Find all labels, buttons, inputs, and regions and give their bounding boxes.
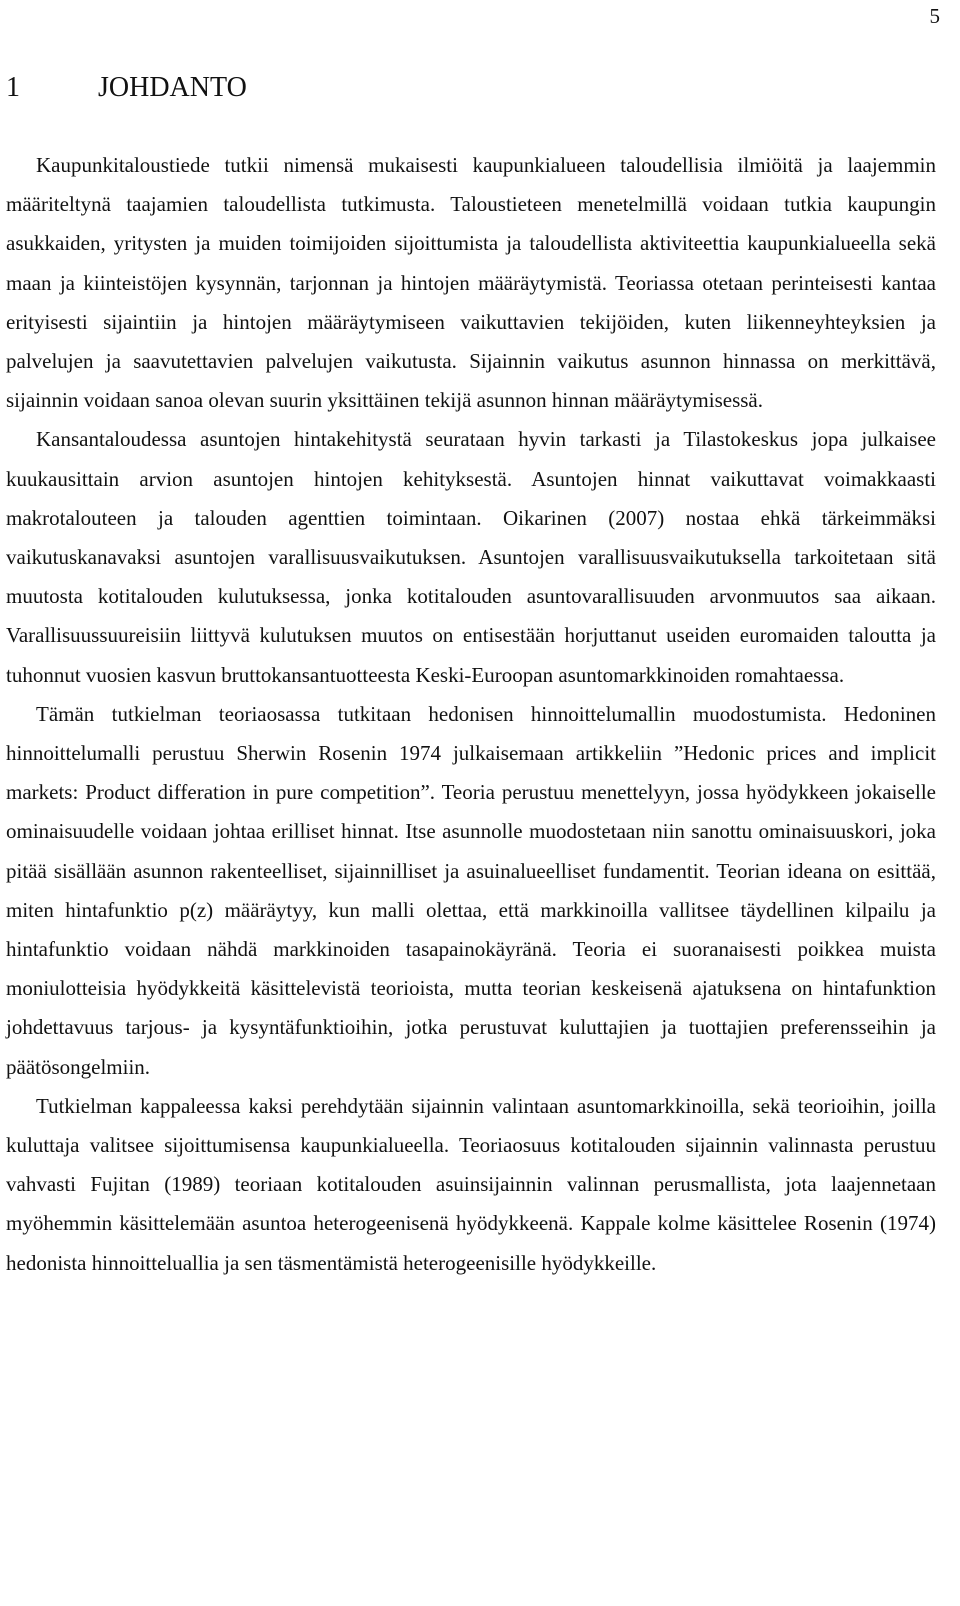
chapter-title: JOHDANTO <box>98 72 247 103</box>
page-number: 5 <box>929 4 940 28</box>
chapter-number: 1 <box>6 72 20 103</box>
paragraph-3: Tämän tutkielman teoriaosassa tutkitaan hedonisen hinnoittelumallin muodostumista. Hedoninen hinnoittelumalli perustuu Sherwin Rosenin 1974 julkaisemaan artikkeliin ”Hedonic prices and implicit markets: Product differation in pure competition”. Teoria perustuu menettelyyn, jossa hyödykkeen jokaiselle ominaisuudelle voidaan johtaa erilliset hinnat. Itse asunnolle muodostetaan niin sanottu ominaisuuskori, joka pitää sisällään asunnon rakenteelliset, sijainnilliset ja asuinalueelliset fundamentit. Teorian ideana on esittää, miten hintafunktio p(z) määräytyy, kun malli olettaa, että markkinoilla vallitsee täydellinen kilpailu ja hintafunktio voidaan nähdä markkinoiden tasapainokäyränä. Teoria ei suoranaisesti poikkea muista moniulotteisia hyödykkeitä käsittelevistä teorioista, mutta teorian keskeisenä ajatuksena on hintafunktion johdettavuus tarjous- ja kysyntäfunktioihin, jotka perustuvat kuluttajien ja tuottajien preferensseihin ja päätösongelmiin. <box>6 701 936 1079</box>
chapter-heading <box>6 72 247 104</box>
paragraph-2: Kansantaloudessa asuntojen hintakehitystä seurataan hyvin tarkasti ja Tilastokeskus jopa julkaisee kuukausittain arvion asuntojen hintojen kehityksestä. Asuntojen hinnat vaikuttavat voimakkaasti makrotalouteen ja talouden agenttien toimintaan. Oikarinen (2007) nostaa ehkä tärkeimmäksi vaikutuskanavaksi asuntojen varallisuusvaikutuksen. Asuntojen varallisuusvaikutuksella tarkoitetaan sitä muutosta kotitalouden kulutuksessa, jonka kotitalouden asuntovarallisuuden arvonmuutos saa aikaan. Varallisuussuureisiin liittyvä kulutuksen muutos on entisestään horjuttanut useiden euromaiden taloutta ja tuhonnut vuosien kasvun bruttokansantuotteesta Keski-Euroopan asuntomarkkinoiden romahtaessa. <box>6 427 936 687</box>
body-text <box>6 146 936 1283</box>
paragraph-4: Tutkielman kappaleessa kaksi perehdytään sijainnin valintaan asuntomarkkinoilla, sekä teorioihin, joilla kuluttaja valitsee sijoittumisensa kaupunkialueella. Teoriaosuus kotitalouden sijainnin valinnasta perustuu vahvasti Fujitan (1989) teoriaan kotitalouden asuinsijainnin valinnan perusmallista, jota laajennetaan myöhemmin käsittelemään asuntoa heterogeenisenä hyödykkeenä. Kappale kolme käsittelee Rosenin (1974) hedonista hinnoittelualliа ja sen täsmentämistä heterogeenisille hyödykkeille. <box>6 1093 936 1275</box>
paragraph-1: Kaupunkitaloustiede tutkii nimensä mukaisesti kaupunkialueen taloudellisia ilmiöitä ja laajemmin määriteltynä taajamien taloudellista tutkimusta. Taloustieteen menetelmillä voidaan tutkia kaupungin asukkaiden, yritysten ja muiden toimijoiden sijoittumista ja taloudellista aktiviteettia kaupunkialueella sekä maan ja kiinteistöjen kysynnän, tarjonnan ja hintojen määräytymistä. Teoriassa otetaan perinteisesti kantaa erityisesti sijaintiin ja hintojen määräytymiseen vaikuttavien tekijöiden, kuten liikenneyhteyksien ja palvelujen ja saavutettavien palvelujen vaikutusta. Sijainnin vaikutus asunnon hinnassa on merkittävä, sijainnin voidaan sanoa olevan suurin yksittäinen tekijä asunnon hinnan määräytymisessä. <box>6 153 936 413</box>
